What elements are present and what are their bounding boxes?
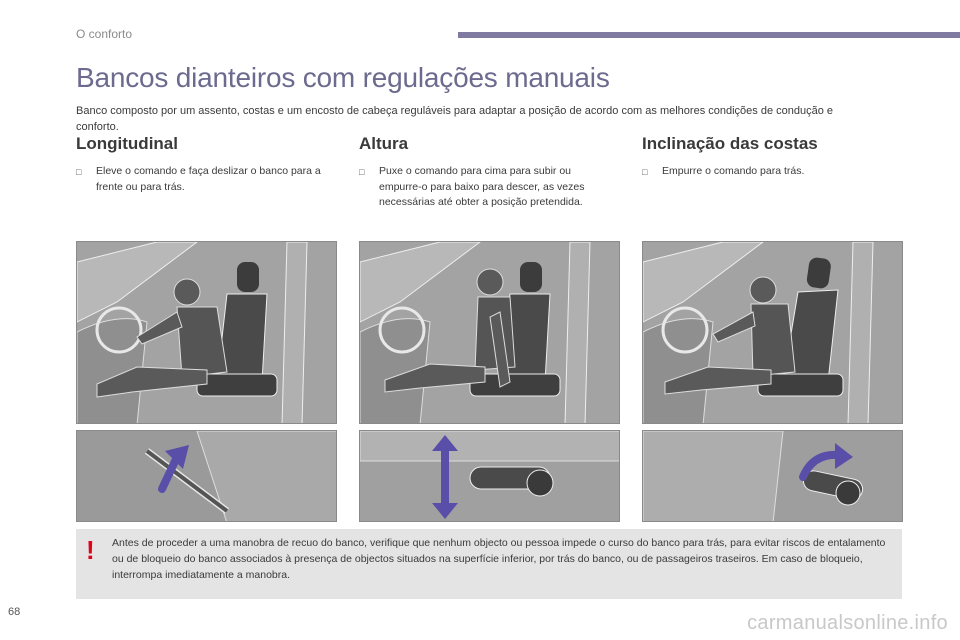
checkbox-bullet-icon: □ — [359, 167, 365, 177]
detail-altura-lever — [359, 430, 620, 522]
page-title: Bancos dianteiros com regulações manuais — [76, 62, 610, 93]
column-longitudinal — [76, 134, 338, 195]
warning-box — [76, 529, 902, 599]
bullet-text-longitudinal: Eleve o comando e faça deslizar o banco para a frente ou para trás. — [96, 165, 321, 193]
section-label: O conforto — [76, 27, 133, 41]
bullet-altura — [359, 164, 609, 211]
detail-longitudinal-lever — [76, 430, 337, 522]
illustration-seat-inclinacao — [642, 241, 903, 424]
heading-longitudinal: Longitudinal — [76, 134, 178, 153]
checkbox-bullet-icon: □ — [642, 167, 648, 177]
bullet-longitudinal — [76, 164, 338, 195]
detail-inclinacao-lever — [642, 430, 903, 522]
section-accent-bar — [458, 32, 960, 38]
bullet-text-altura: Puxe o comando para cima para subir ou empurre-o para baixo para descer, as vezes necessárias até obter a posição pretendida. — [379, 165, 585, 208]
warning-text: Antes de proceder a uma manobra de recuo do banco, verifique que nenhum objecto ou pessoa impede o curso do banco para trás, para evitar riscos de entalamento ou de bloqueio do banco associados à presença de objectos situados na superfície inferior, por trás do banco, ou de passageiros traseiros. Em caso de bloqueio, interrompa imediatamente a manobra. — [112, 537, 886, 581]
column-altura — [359, 134, 609, 211]
illustration-seat-longitudinal — [76, 241, 337, 424]
checkbox-bullet-icon: □ — [76, 167, 82, 177]
column-inclinacao — [642, 134, 902, 181]
watermark: carmanualsonline.info — [747, 612, 948, 634]
intro-paragraph: Banco composto por um assento, costas e um encosto de cabeça reguláveis para adaptar a posição de acordo com as melhores condições de condução e conforto. — [76, 105, 834, 133]
heading-altura: Altura — [359, 134, 409, 153]
page-number: 68 — [8, 606, 21, 618]
illustration-seat-altura — [359, 241, 620, 424]
bullet-text-inclinacao: Empurre o comando para trás. — [662, 165, 805, 177]
exclamation-icon: ! — [86, 535, 95, 565]
bullet-inclinacao — [642, 164, 902, 181]
heading-inclinacao: Inclinação das costas — [642, 134, 818, 153]
